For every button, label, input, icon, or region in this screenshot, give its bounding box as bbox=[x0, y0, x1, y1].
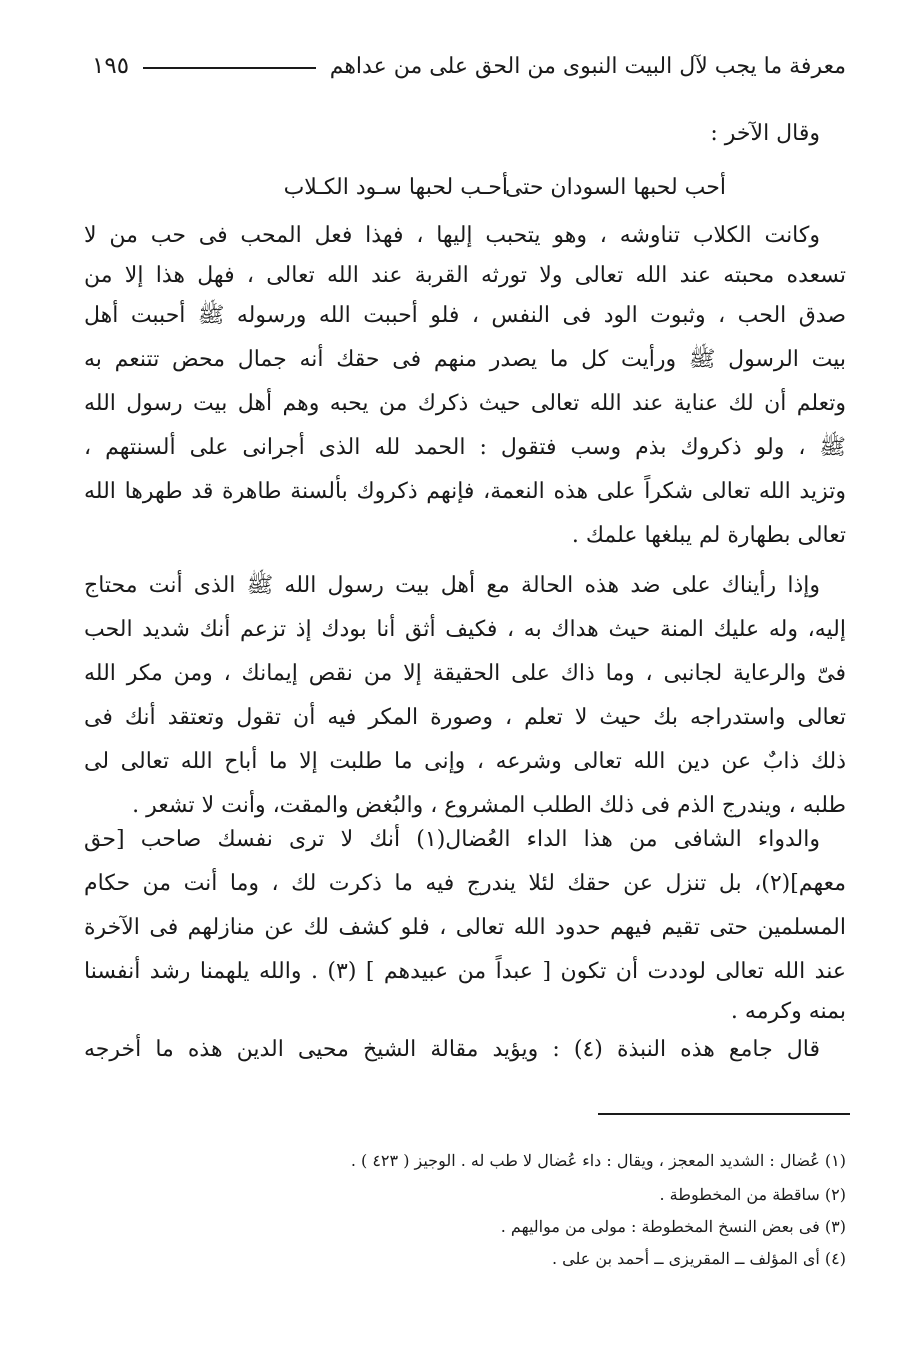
body-line: فىّ والرعاية لجانبى ، وما ذاك على الحقيقة إلا من نقص إيمانك ، ومن مكر الله bbox=[84, 661, 846, 686]
body-line: والدواء الشافى من هذا الداء العُضال(١) أنك لا ترى نفسك صاحب [حق bbox=[84, 827, 820, 852]
body-line: إليه، وله عليك المنة حيث هداك به ، فكيف أثق أنا بودك إذ تزعم أنك شديد الحب bbox=[84, 617, 846, 642]
body-line: وتعلم أن لك عناية عند الله تعالى حيث ذكرك من يحبه وهم أهل بيت رسول الله bbox=[84, 391, 846, 416]
body-line: ذلك ذابٌ عن دين الله تعالى وشرعه ، وإنى ما طلبت إلا ما أباح الله تعالى لى bbox=[84, 749, 846, 774]
body-line: تعالى بطهارة لم يبلغها علمك . bbox=[571, 523, 846, 548]
verse-second-hemistich: أحـب لحبها سـود الكـلاب bbox=[283, 175, 508, 200]
body-line: وكانت الكلاب تناوشه ، وهو يتحبب إليها ، فهذا فعل المحب فى حب من لا bbox=[84, 223, 820, 248]
body-line: عند الله تعالى لوددت أن تكون [ عبداً من عبيدهم ] (٣) . والله يلهمنا رشد أنفسنا bbox=[84, 959, 846, 984]
footnote: (٤) أى المؤلف ــ المقريزى ــ أحمد بن على . bbox=[551, 1249, 846, 1268]
header-rule bbox=[143, 67, 316, 69]
page-number: ١٩٥ bbox=[92, 53, 130, 79]
header-title: معرفة ما يجب لآل البيت النبوى من الحق على من عداهم bbox=[329, 53, 846, 79]
body-line: المسلمين حتى تقيم فيهم حدود الله تعالى ، فلو كشف لك عن منازلهم فى الآخرة bbox=[84, 915, 846, 940]
body-line: بيت الرسول ﷺ ورأيت كل ما يصدر منهم فى حقك أنه جمال محض تتنعم به bbox=[84, 347, 846, 372]
body-line: ﷺ ، ولو ذكروك بذم وسب فتقول : الحمد لله الذى أجرانى على ألسنتهم ، bbox=[84, 435, 846, 460]
body-line: تسعده محبته عند الله تعالى ولا تورثه القربة عند الله تعالى ، فهل هذا إلا من bbox=[84, 263, 846, 288]
footnote: (٣) فى بعض النسخ المخطوطة : مولى من مواليهم . bbox=[500, 1217, 846, 1236]
body-line: وإذا رأيناك على ضد هذه الحالة مع أهل بيت رسول الله ﷺ الذى أنت محتاج bbox=[84, 573, 820, 598]
body-line: قال جامع هذه النبذة (٤) : ويؤيد مقالة الشيخ محيى الدين هذه ما أخرجه bbox=[84, 1037, 821, 1062]
footnote-separator bbox=[598, 1113, 850, 1115]
body-line: وتزيد الله تعالى شكراً على هذه النعمة، فإنهم ذكروك بألسنة طاهرة قد طهرها الله bbox=[84, 479, 846, 504]
body-line: طلبه ، ويندرج الذم فى ذلك الطلب المشروع ، والبُغض والمقت، وأنت لا تشعر . bbox=[132, 793, 846, 818]
verse-first-hemistich: أحب لحبها السودان حتى bbox=[504, 175, 726, 200]
body-line: صدق الحب ، وثبوت الود فى النفس ، فلو أحببت الله ورسوله ﷺ أحببت أهل bbox=[84, 303, 846, 328]
intro-line: وقال الآخر : bbox=[710, 121, 820, 146]
footnote: (٢) ساقطة من المخطوطة . bbox=[659, 1185, 846, 1204]
poetry-verse bbox=[0, 168, 924, 208]
body-line: تعالى واستدراجه بك حيث لا تعلم ، وصورة المكر فيه أن تقول وتعتقد أنك فى bbox=[84, 705, 846, 730]
body-line: بمنه وكرمه . bbox=[730, 999, 846, 1024]
body-line: معهم](٢)، بل تنزل عن حقك لئلا يندرج فيه ما ذكرت لك ، وما أنت من حكام bbox=[84, 871, 846, 896]
footnote: (١) عُضال : الشديد المعجز ، ويقال : داء عُضال لا طب له . الوجيز ( ٤٢٣ ) . bbox=[350, 1151, 846, 1170]
running-header bbox=[92, 46, 846, 86]
